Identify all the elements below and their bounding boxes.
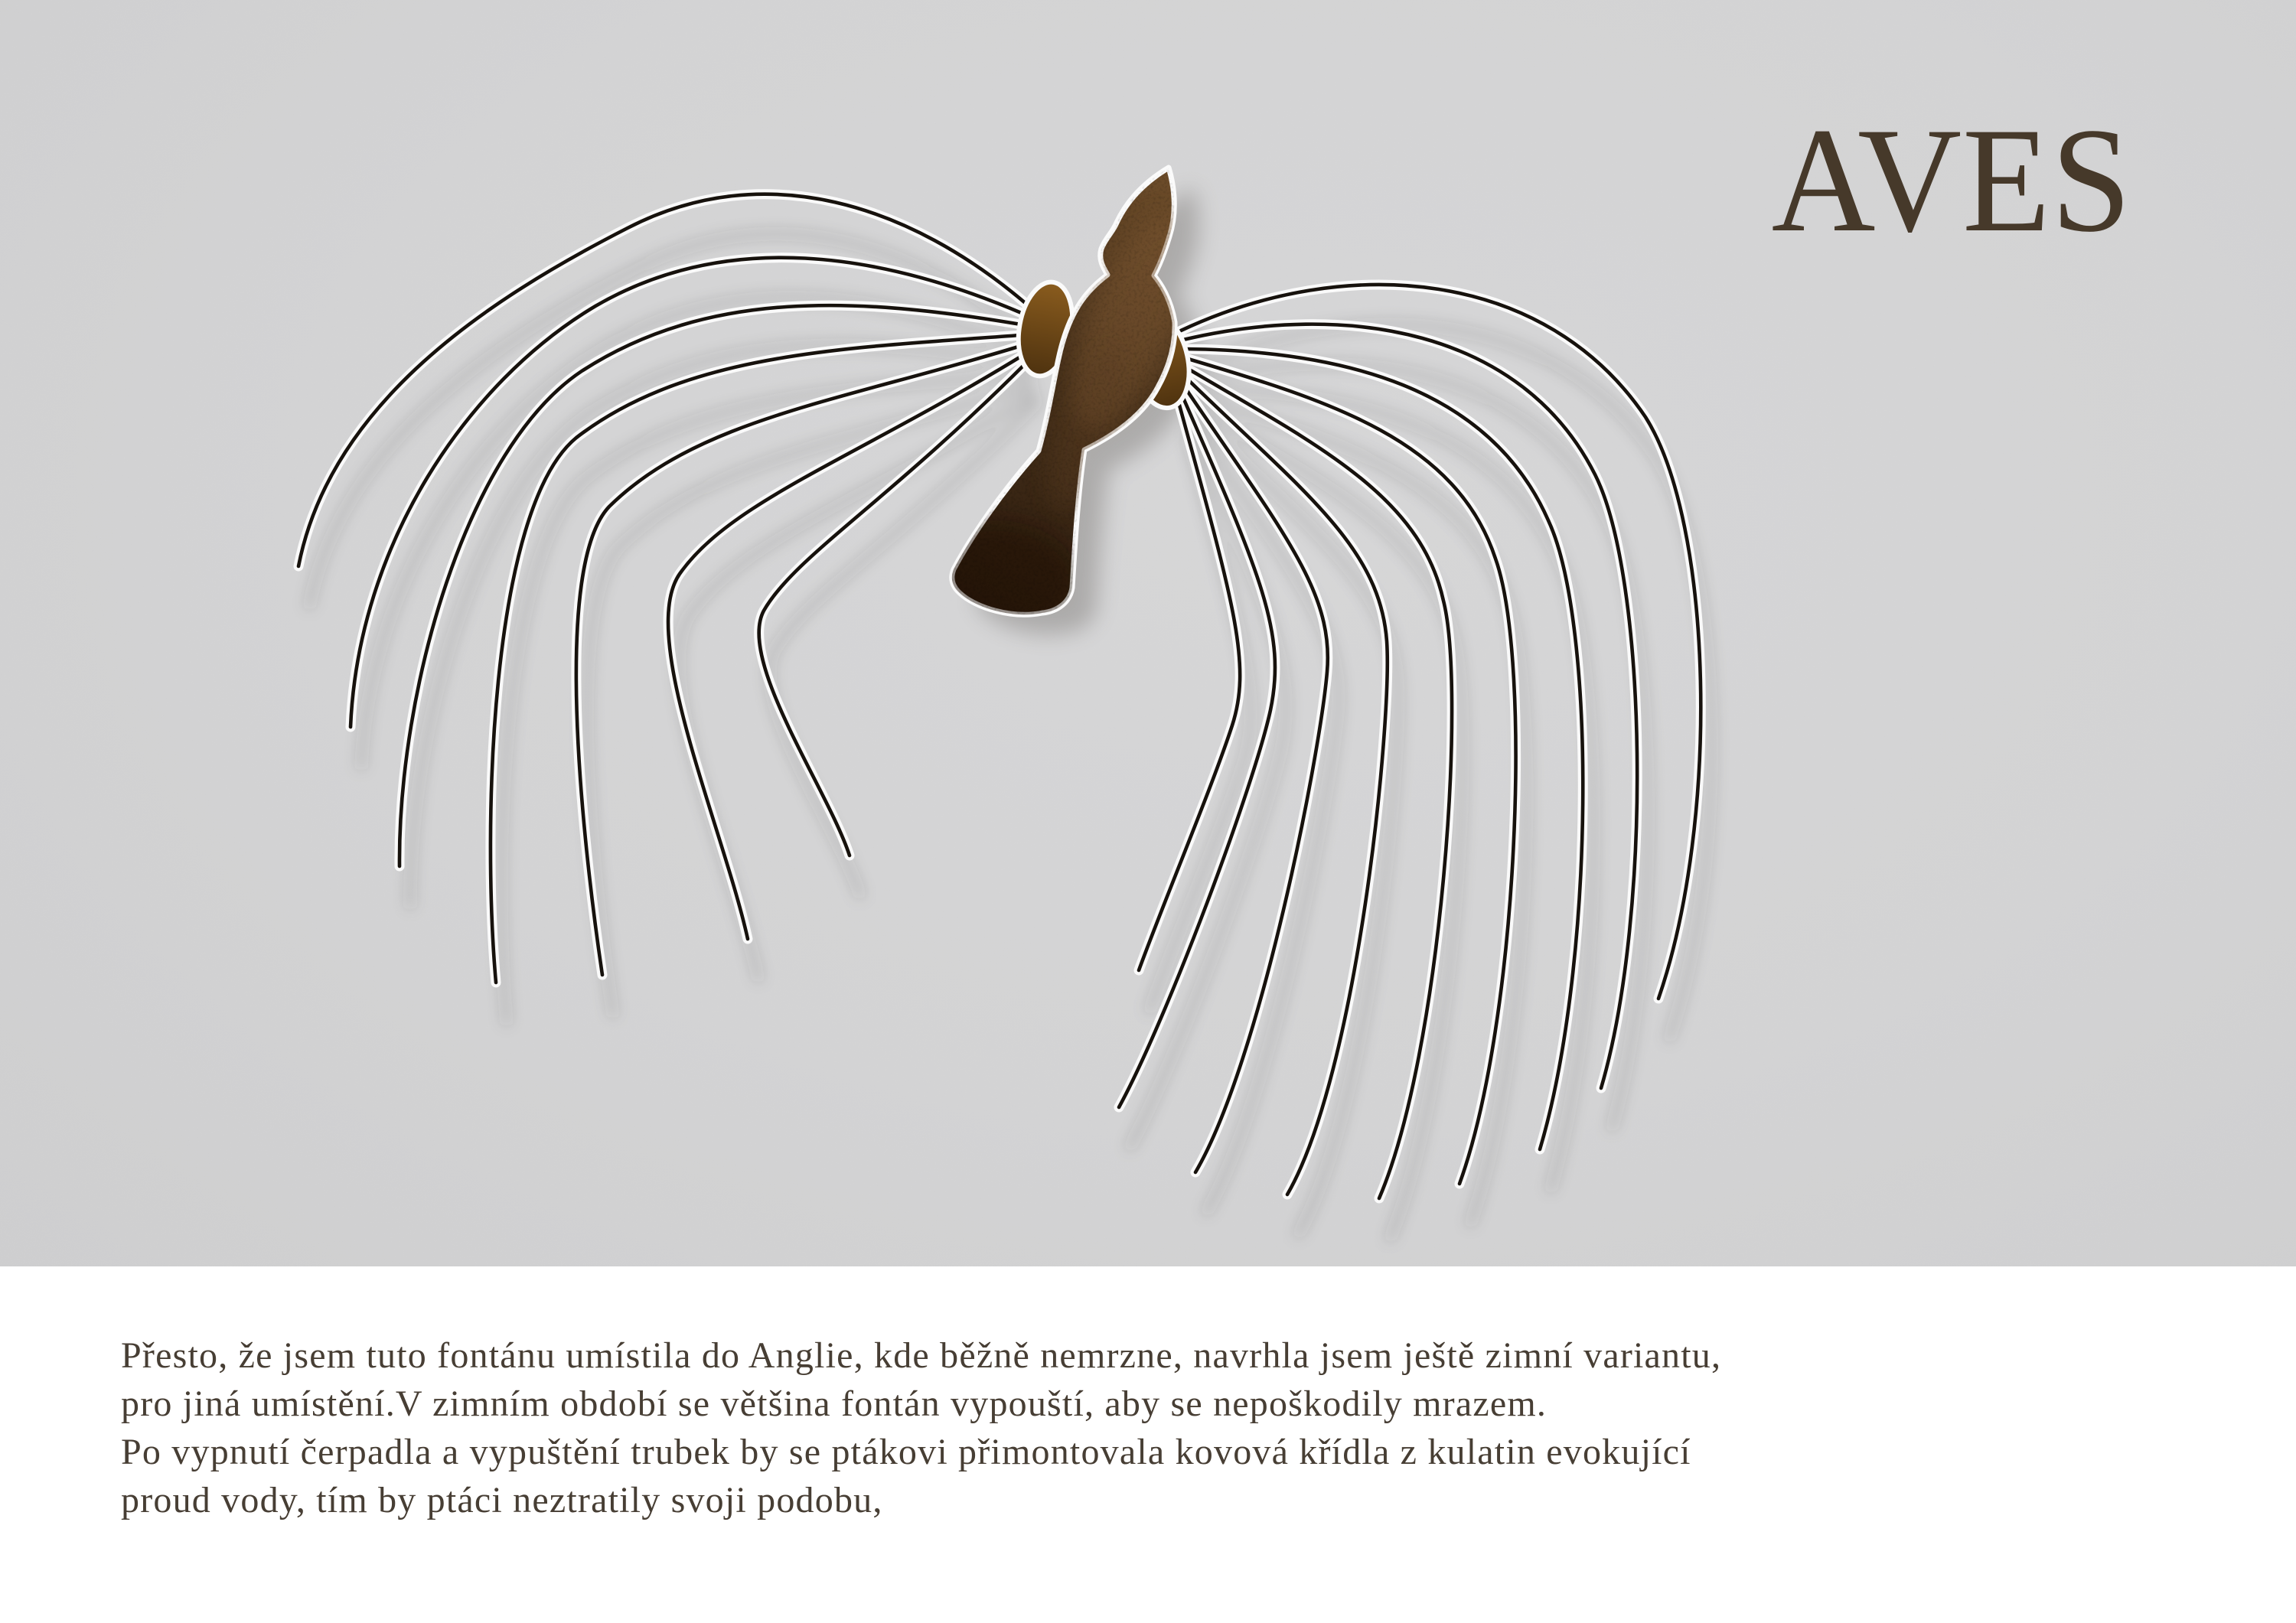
description-line-4: proud vody, tím by ptáci neztratily svoji podobu, <box>121 1480 883 1520</box>
page-title: AVES <box>1772 97 2132 263</box>
description-line-3: Po vypnutí čerpadla a vypuštění trubek by se ptákovi přimontovala kovová křídla z kulatin evokující <box>121 1432 1691 1472</box>
description-line-1: Přesto, že jsem tuto fontánu umístila do Anglie, kde běžně nemrzne, navrhla jsem ještě zimní variantu, <box>121 1335 1722 1376</box>
description-area <box>121 1331 1721 1524</box>
description-line-2: pro jiná umístění.V zimním období se většina fontán vypouští, aby se nepoškodily mrazem. <box>121 1383 1548 1424</box>
